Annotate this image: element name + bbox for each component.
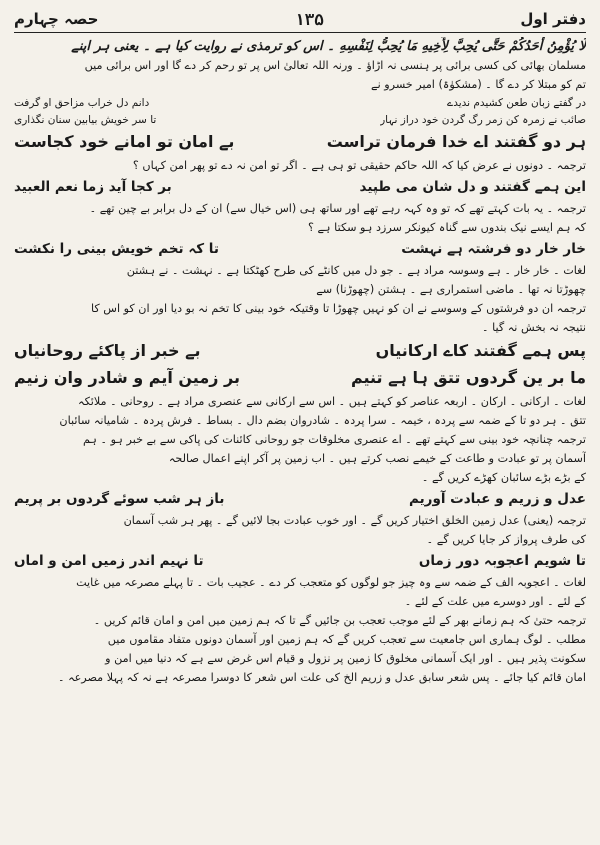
text-line: امان قائم کیا جائے ۔ پس شعر سابق عدل و زریم الخ کی علت اس شعر کا دوسرا مصرعہ ہے نہ کہ پہلا مصرعہ ۔ bbox=[57, 671, 586, 684]
text-line: ترجمہ ان دو فرشتوں کے وسوسے نے ان کو نہیں چھوڑا تا وقتیکہ خود بینی کا تخم نہ بو دیا اور ان کو اس کا bbox=[91, 302, 586, 315]
verse-hemistich-first: تا شویم اعجوبہ دور زماں bbox=[418, 553, 586, 569]
page-body bbox=[14, 37, 586, 687]
text-line: مسلمان بھائی کی کسی برائی پر ہنسی نہ اڑاؤ ۔ ورنہ اللہ تعالیٰ اس پر تو رحم کر دے گا اور اس برائی میں bbox=[84, 59, 586, 72]
verse-hemistich-first: خار خار دو فرشتہ ہے نہشت bbox=[401, 241, 586, 257]
verse-couplet bbox=[14, 238, 586, 260]
verse-hemistich-first: صائب نے زمرہ کن زمر رگ گردن خود دراز نہار bbox=[380, 114, 586, 126]
part-title: حصہ چہارم bbox=[14, 10, 99, 28]
verse-hemistich-first: این ہمے گفتند و دل شان می طپید bbox=[359, 179, 586, 195]
text-line: ترجمہ (یعنی) عدل زمین الخلق اختیار کریں گے ۔ اور خوب عبادت بجا لائیں گے ۔ پھر ہر شب آسمان bbox=[123, 514, 586, 527]
verse-hemistich-first: عدل و زریم و عبادت آوریم bbox=[409, 491, 586, 507]
verse-couplet bbox=[14, 365, 586, 391]
verse-couplet bbox=[14, 112, 586, 128]
verse-couplet bbox=[14, 550, 586, 572]
section-title: دفتر اول bbox=[520, 10, 586, 28]
text-line: سکونت پذیر ہیں ۔ اور ایک آسمانی مخلوق کا زمین پر نزول و قیام اس غرض سے ہے کہ دنیا میں امن و bbox=[105, 652, 586, 665]
verse-hemistich-second: بر کجا آید زما نعم العبید bbox=[14, 179, 172, 195]
verse-hemistich-second: دانم دل خراب مزاحق او گرفت bbox=[14, 97, 150, 109]
verse-hemistich-first: پس ہمے گفتند کاے ارکانیاں bbox=[375, 341, 586, 360]
page-number: ۱۳۵ bbox=[294, 9, 324, 29]
text-line: چھوڑتا نہ تھا ۔ ماضی استمراری ہے ۔ ہشتن (چھوڑنا) سے bbox=[316, 283, 586, 296]
text-line: لغات ۔ خار خار ۔ ہے وسوسہ مراد ہے ۔ جو دل میں کانٹے کی طرح کھٹکتا ہے ۔ نہشت ۔ نے ہشتن bbox=[126, 264, 586, 277]
verse-couplet bbox=[14, 176, 586, 198]
verse-hemistich-first: ما بر ین گردوں تتق ہا ہے تنیم bbox=[350, 368, 586, 387]
text-line: ترجمہ ۔ دونوں نے عرض کیا کہ اللہ حاکم حقیقی تو ہی ہے ۔ اگر تو امن نہ دے تو پھر امن کہاں ؟ bbox=[132, 159, 586, 172]
verse-couplet bbox=[14, 95, 586, 111]
verse-hemistich-second: تا سر خویش بیابین سنان نگذاری bbox=[14, 114, 157, 126]
verse-couplet bbox=[14, 129, 586, 155]
text-line: لغات ۔ اعجوبہ الف کے ضمہ سے وہ چیز جو لوگوں کو متعجب کر دے ۔ عجیب بات ۔ تا پہلے مصرعہ میں غایت bbox=[76, 576, 586, 589]
text-line: تم کو مبتلا کر دے گا ۔ (مشکوٰۃ) امیر خسرو نے bbox=[371, 78, 586, 91]
verse-couplet bbox=[14, 338, 586, 364]
verse-hemistich-second: بے خبر از پاکئے روحانیاں bbox=[14, 341, 201, 360]
verse-hemistich-second: تا نہیم اندر زمیں امن و اماں bbox=[14, 553, 204, 569]
page-header bbox=[14, 6, 586, 33]
text-line: نتیجہ نہ بخش نہ گیا ۔ bbox=[481, 321, 586, 334]
verse-hemistich-second: بے امان تو امانے خود کجاست bbox=[14, 132, 235, 151]
verse-hemistich-second: تا کہ تخم خویش بینی را نکشت bbox=[14, 241, 219, 257]
text-line: ترجمہ ۔ یہ بات کہتے تھے کہ تو وہ کہہ رہے تھے اور ساتھ ہی (اس خیال سے) ان کے دل برابر بے چین تھے ۔ bbox=[89, 202, 586, 215]
verse-hemistich-second: باز ہر شب سوئے گردوں بر پریم bbox=[14, 491, 225, 507]
text-line: کی طرف پرواز کر جایا کریں گے ۔ bbox=[426, 533, 586, 546]
text-line: مطلب ۔ لوگ ہماری اس جامعیت سے تعجب کریں گے کہ ہم زمین اور آسمان دونوں متفاد مقاموں میں bbox=[107, 633, 586, 646]
text-line: کے بڑے بڑے سائبان کھڑے کریں گے ۔ bbox=[421, 471, 586, 484]
text-line: ترجمہ حتیٰ کہ ہم زمانے بھر کے لئے موجب تعجب بن جائیں گے تا کہ ہم زمین میں امن و امان قائم کریں ۔ bbox=[93, 614, 586, 627]
text-line: ترجمہ چنانچہ خود بینی سے کہتے تھے ۔ اے عنصری مخلوقات جو روحانی کائنات کی پاکی سے بے خبر ہو ۔ ہم bbox=[82, 433, 586, 446]
verse-hemistich-first: ہر دو گفتند اے خدا فرمان تراست bbox=[326, 132, 586, 151]
text-line: تتق ۔ ہر دو تا کے ضمہ سے پردہ ، خیمہ ۔ سرا پردہ ۔ شادروان بضم دال ۔ بساط ۔ فرش پردہ ۔ شامیانہ سائبان bbox=[59, 414, 586, 427]
text-line: کے لئے ۔ اور دوسرے میں علت کے لئے ۔ bbox=[404, 595, 586, 608]
verse-hemistich-first: در گفتے زبان طعن کشیدم ندیدے bbox=[447, 97, 586, 109]
text-line: کہ ہم ایسے نیک بندوں سے گناہ کیونکر سرزد ہو سکتا ہے ؟ bbox=[308, 221, 586, 234]
text-line: آسمان پر تو عبادت و طاعت کے خیمے نصب کرتے ہیں ۔ اب زمین پر آکر اپنے اعمال صالحہ bbox=[168, 452, 586, 465]
verse-couplet bbox=[14, 488, 586, 510]
verse-hemistich-second: بر زمین آیم و شادر وان زنیم bbox=[14, 368, 240, 387]
text-line: لغات ۔ ارکانی ۔ ارکان ۔ اربعہ عناصر کو کہتے ہیں ۔ اس سے ارکانی سے عنصری مراد ہے ۔ روحانی ۔ ملائکہ bbox=[78, 395, 586, 408]
hadith-line: لَا يُؤْمِنُ أَحَدُكُمْ حَتَّى يُحِبَّ لِأَخِيهِ مَا يُحِبُّ لِنَفْسِهِ ۔ اس کو ترمذی نے روایت کیا ہے ۔ یعنی ہر اپنے bbox=[71, 39, 586, 54]
